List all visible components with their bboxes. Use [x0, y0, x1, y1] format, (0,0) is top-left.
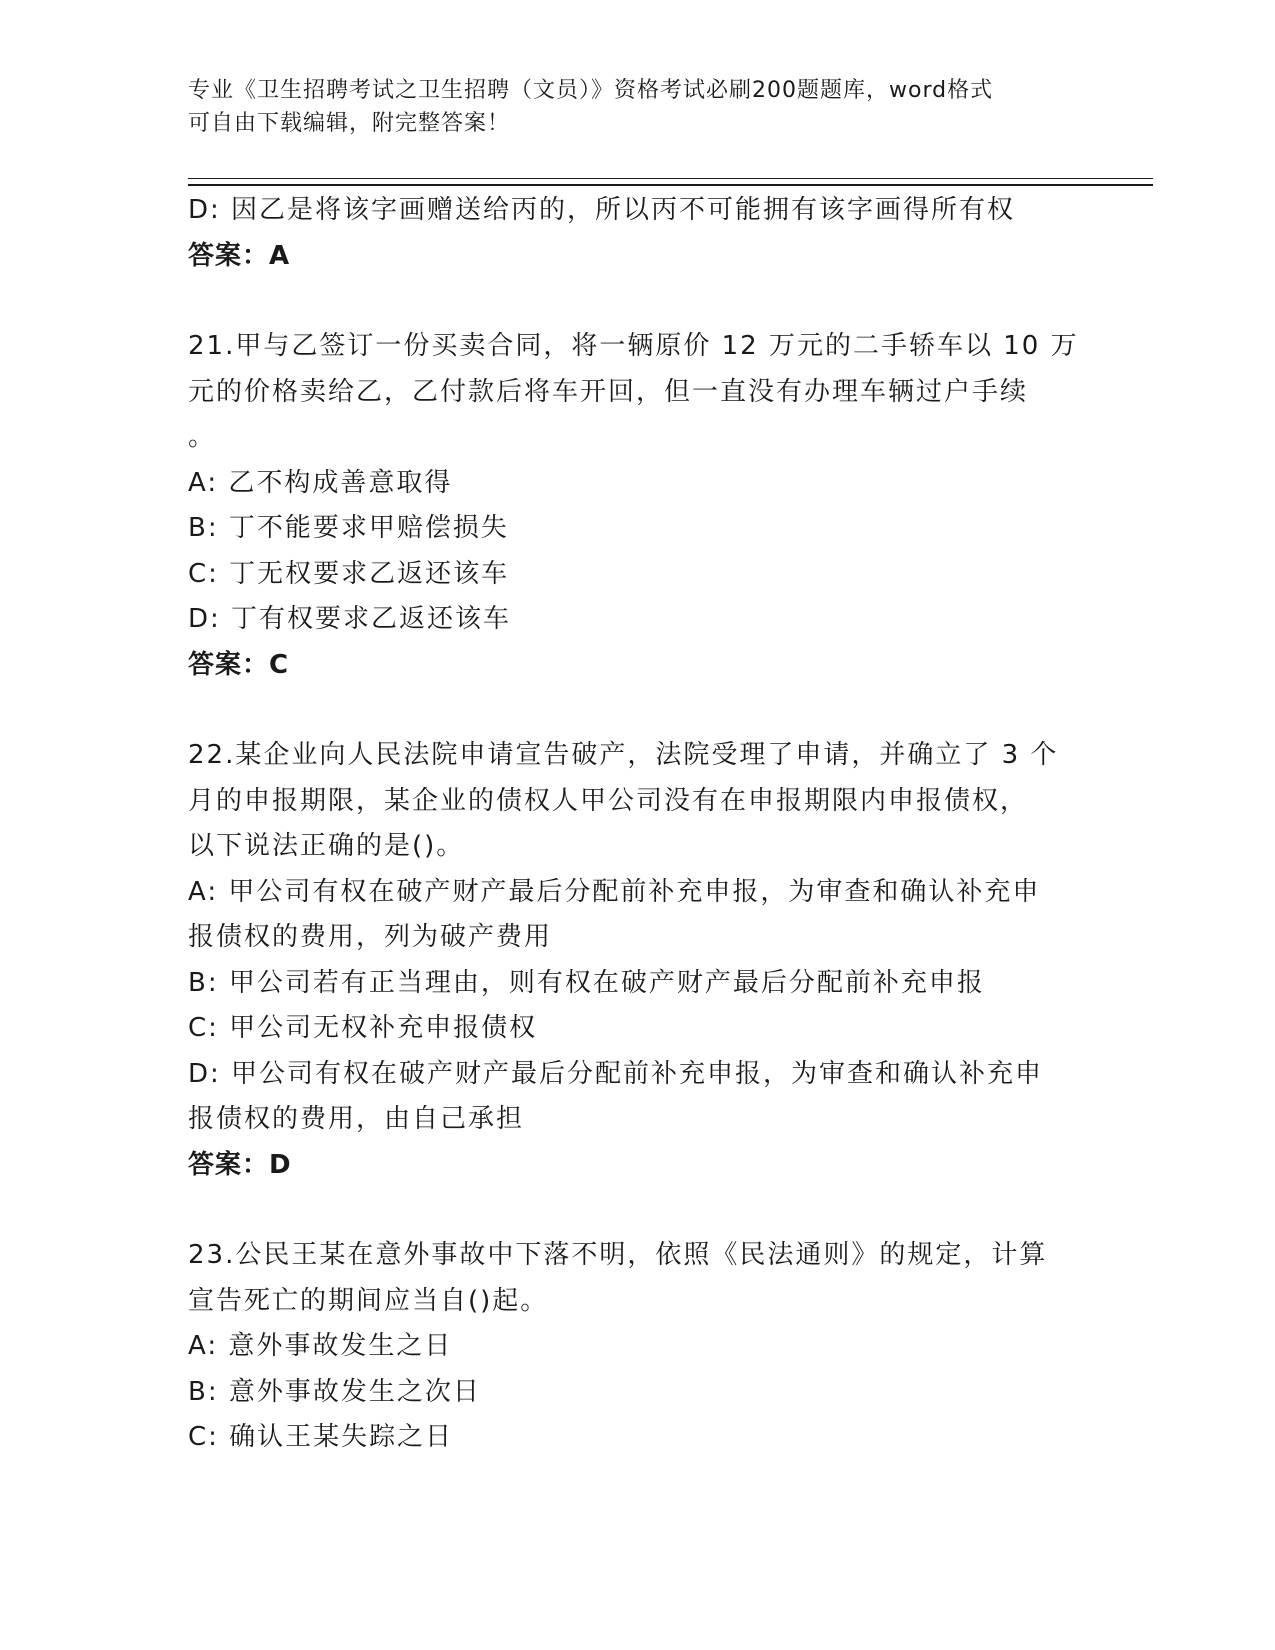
option-d: D: 丁有权要求乙返还该车 — [188, 604, 512, 634]
question-23 — [188, 1233, 1088, 1461]
question-stem-line: 月的申报期限，某企业的债权人甲公司没有在申报期限内申报债权， — [188, 785, 1029, 816]
question-stem-line: 22.某企业向人民法院申请宣告破产，法院受理了申请，并确立了 3 个 — [188, 740, 1059, 770]
question-stem-line: 元的价格卖给乙，乙付款后将车开回，但一直没有办理车辆过户手续 — [188, 376, 1029, 407]
question-20-tail — [188, 188, 1088, 279]
option-d-continued: 报债权的费用，由自己承担 — [188, 1104, 525, 1134]
document-body — [188, 188, 1088, 1461]
option-d: D: 甲公司有权在破产财产最后分配前补充申报，为审查和确认补充申 — [188, 1058, 1044, 1089]
header-line-1: 专业《卫生招聘考试之卫生招聘（文员）》资格考试必刷200题题库，word格式 — [188, 78, 994, 103]
spacer — [188, 279, 1088, 324]
option-a-continued: 报债权的费用，列为破产费用 — [188, 922, 553, 952]
option-a: A: 乙不构成善意取得 — [188, 467, 453, 498]
option-b: B: 意外事故发生之次日 — [188, 1376, 481, 1407]
question-21 — [188, 324, 1088, 688]
answer-label: 答案：A — [188, 240, 291, 271]
answer-label: 答案：D — [188, 1149, 292, 1180]
answer-label: 答案：C — [188, 649, 290, 680]
header-line-2: 可自由下载编辑，附完整答案！ — [188, 111, 511, 136]
option-c: C: 确认王某失踪之日 — [188, 1422, 454, 1452]
spacer — [188, 1188, 1088, 1233]
question-22 — [188, 733, 1088, 1188]
option-a: A: 意外事故发生之日 — [188, 1331, 453, 1361]
option-c: C: 甲公司无权补充申报债权 — [188, 1013, 538, 1043]
option-c: C: 丁无权要求乙返还该车 — [188, 558, 510, 589]
option-a: A: 甲公司有权在破产财产最后分配前补充申报，为审查和确认补充申 — [188, 876, 1041, 907]
option-b: B: 甲公司若有正当理由，则有权在破产财产最后分配前补充申报 — [188, 967, 985, 998]
spacer — [188, 688, 1088, 733]
question-stem-line: 。 — [188, 422, 217, 452]
question-stem-line: 宣告死亡的期间应当自()起。 — [188, 1285, 549, 1316]
question-stem-line: 23.公民王某在意外事故中下落不明，依照《民法通则》的规定，计算 — [188, 1240, 1048, 1270]
document-header — [188, 74, 1088, 140]
option-b: B: 丁不能要求甲赔偿损失 — [188, 513, 509, 543]
question-stem-line: 以下说法正确的是()。 — [188, 831, 465, 861]
question-stem-line: 21.甲与乙签订一份买卖合同，将一辆原价 12 万元的二手轿车以 10 万 — [188, 331, 1079, 361]
option-d: D: 因乙是将该字画赠送给丙的，所以丙不可能拥有该字画得所有权 — [188, 195, 1016, 225]
header-divider — [188, 178, 1153, 186]
